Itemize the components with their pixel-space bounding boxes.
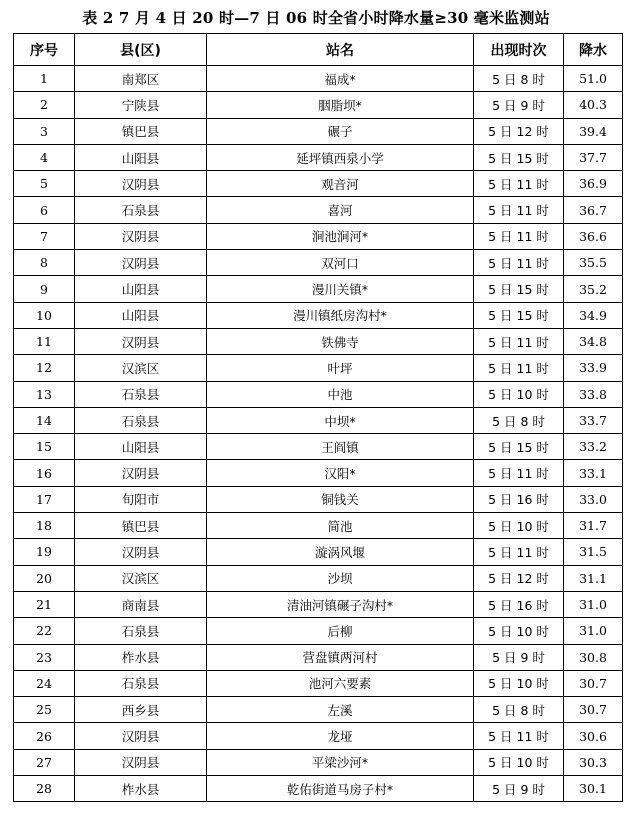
- cell-time: 5 日 15 时: [474, 302, 564, 328]
- table-body: [14, 66, 623, 802]
- cell-county: 柞水县: [75, 644, 207, 670]
- cell-station: 碾子: [207, 118, 474, 144]
- table-row: [14, 670, 623, 696]
- cell-rainfall: 31.0: [564, 618, 623, 644]
- cell-rainfall: 51.0: [564, 66, 623, 92]
- cell-time: 5 日 15 时: [474, 144, 564, 170]
- cell-station: 延坪镇西泉小学: [207, 144, 474, 170]
- cell-index: 5: [14, 171, 75, 197]
- cell-rainfall: 30.7: [564, 697, 623, 723]
- cell-station: 沙坝: [207, 565, 474, 591]
- table-row: [14, 723, 623, 749]
- cell-county: 汉阴县: [75, 250, 207, 276]
- cell-rainfall: 30.6: [564, 723, 623, 749]
- cell-station: 龙垭: [207, 723, 474, 749]
- cell-station: 池河六要素: [207, 670, 474, 696]
- cell-index: 23: [14, 644, 75, 670]
- table-row: [14, 539, 623, 565]
- cell-rainfall: 31.7: [564, 513, 623, 539]
- cell-index: 13: [14, 381, 75, 407]
- cell-index: 9: [14, 276, 75, 302]
- table-row: [14, 66, 623, 92]
- cell-rainfall: 33.0: [564, 486, 623, 512]
- cell-station: 福成*: [207, 66, 474, 92]
- table-header: [14, 34, 623, 66]
- header-station: 站名: [207, 34, 474, 66]
- cell-time: 5 日 8 时: [474, 66, 564, 92]
- cell-rainfall: 37.7: [564, 144, 623, 170]
- cell-station: 简池: [207, 513, 474, 539]
- cell-rainfall: 30.8: [564, 644, 623, 670]
- table-row: [14, 565, 623, 591]
- cell-rainfall: 36.7: [564, 197, 623, 223]
- cell-rainfall: 34.8: [564, 328, 623, 354]
- cell-county: 宁陕县: [75, 92, 207, 118]
- cell-index: 15: [14, 434, 75, 460]
- cell-index: 16: [14, 460, 75, 486]
- table-row: [14, 434, 623, 460]
- cell-time: 5 日 10 时: [474, 670, 564, 696]
- cell-index: 14: [14, 407, 75, 433]
- cell-station: 左溪: [207, 697, 474, 723]
- cell-time: 5 日 9 时: [474, 644, 564, 670]
- table-row: [14, 144, 623, 170]
- table-row: [14, 618, 623, 644]
- cell-time: 5 日 10 时: [474, 381, 564, 407]
- cell-time: 5 日 12 时: [474, 565, 564, 591]
- cell-time: 5 日 10 时: [474, 618, 564, 644]
- table-row: [14, 697, 623, 723]
- cell-rainfall: 35.5: [564, 250, 623, 276]
- cell-rainfall: 40.3: [564, 92, 623, 118]
- header-county: 县(区): [75, 34, 207, 66]
- cell-county: 山阳县: [75, 144, 207, 170]
- cell-rainfall: 33.8: [564, 381, 623, 407]
- cell-time: 5 日 12 时: [474, 118, 564, 144]
- cell-rainfall: 34.9: [564, 302, 623, 328]
- cell-time: 5 日 8 时: [474, 407, 564, 433]
- table-row: [14, 355, 623, 381]
- cell-rainfall: 36.9: [564, 171, 623, 197]
- cell-index: 22: [14, 618, 75, 644]
- cell-rainfall: 31.1: [564, 565, 623, 591]
- cell-time: 5 日 9 时: [474, 776, 564, 802]
- cell-time: 5 日 8 时: [474, 697, 564, 723]
- cell-station: 观音河: [207, 171, 474, 197]
- table-row: [14, 250, 623, 276]
- cell-county: 镇巴县: [75, 513, 207, 539]
- cell-rainfall: 35.2: [564, 276, 623, 302]
- cell-station: 涧池涧河*: [207, 223, 474, 249]
- table-row: [14, 591, 623, 617]
- cell-time: 5 日 10 时: [474, 749, 564, 775]
- table-row: [14, 513, 623, 539]
- cell-county: 山阳县: [75, 302, 207, 328]
- cell-time: 5 日 15 时: [474, 276, 564, 302]
- cell-county: 山阳县: [75, 276, 207, 302]
- cell-index: 17: [14, 486, 75, 512]
- cell-station: 清油河镇碾子沟村*: [207, 591, 474, 617]
- cell-station: 叶坪: [207, 355, 474, 381]
- cell-time: 5 日 11 时: [474, 197, 564, 223]
- cell-index: 1: [14, 66, 75, 92]
- cell-county: 商南县: [75, 591, 207, 617]
- cell-time: 5 日 11 时: [474, 223, 564, 249]
- cell-county: 石泉县: [75, 381, 207, 407]
- cell-index: 18: [14, 513, 75, 539]
- cell-time: 5 日 11 时: [474, 460, 564, 486]
- header-index: 序号: [14, 34, 75, 66]
- cell-index: 28: [14, 776, 75, 802]
- cell-index: 7: [14, 223, 75, 249]
- table-row: [14, 223, 623, 249]
- cell-index: 4: [14, 144, 75, 170]
- cell-station: 乾佑街道马房子村*: [207, 776, 474, 802]
- header-time: 出现时次: [474, 34, 564, 66]
- cell-time: 5 日 9 时: [474, 92, 564, 118]
- cell-county: 石泉县: [75, 670, 207, 696]
- cell-index: 20: [14, 565, 75, 591]
- cell-time: 5 日 11 时: [474, 355, 564, 381]
- cell-rainfall: 30.3: [564, 749, 623, 775]
- cell-index: 24: [14, 670, 75, 696]
- cell-time: 5 日 10 时: [474, 513, 564, 539]
- cell-county: 石泉县: [75, 618, 207, 644]
- cell-index: 11: [14, 328, 75, 354]
- cell-rainfall: 31.5: [564, 539, 623, 565]
- cell-index: 25: [14, 697, 75, 723]
- cell-time: 5 日 11 时: [474, 250, 564, 276]
- header-row: [14, 34, 623, 66]
- table-row: [14, 197, 623, 223]
- table-row: [14, 92, 623, 118]
- table-row: [14, 486, 623, 512]
- cell-rainfall: 36.6: [564, 223, 623, 249]
- table-row: [14, 460, 623, 486]
- cell-county: 汉滨区: [75, 355, 207, 381]
- cell-index: 21: [14, 591, 75, 617]
- table-row: [14, 328, 623, 354]
- cell-station: 胭脂坝*: [207, 92, 474, 118]
- cell-rainfall: 33.2: [564, 434, 623, 460]
- cell-time: 5 日 16 时: [474, 486, 564, 512]
- table-row: [14, 644, 623, 670]
- cell-rainfall: 39.4: [564, 118, 623, 144]
- cell-station: 漫川镇纸房沟村*: [207, 302, 474, 328]
- cell-index: 8: [14, 250, 75, 276]
- table-row: [14, 302, 623, 328]
- table-row: [14, 276, 623, 302]
- cell-county: 汉阴县: [75, 171, 207, 197]
- cell-time: 5 日 11 时: [474, 328, 564, 354]
- cell-index: 3: [14, 118, 75, 144]
- cell-time: 5 日 11 时: [474, 539, 564, 565]
- cell-index: 10: [14, 302, 75, 328]
- cell-station: 漩涡风堰: [207, 539, 474, 565]
- cell-county: 汉滨区: [75, 565, 207, 591]
- cell-rainfall: 33.1: [564, 460, 623, 486]
- cell-rainfall: 33.9: [564, 355, 623, 381]
- cell-station: 汉阳*: [207, 460, 474, 486]
- cell-rainfall: 33.7: [564, 407, 623, 433]
- cell-station: 平梁沙河*: [207, 749, 474, 775]
- cell-county: 汉阴县: [75, 749, 207, 775]
- header-rainfall: 降水: [564, 34, 623, 66]
- table-row: [14, 407, 623, 433]
- cell-index: 27: [14, 749, 75, 775]
- cell-rainfall: 31.0: [564, 591, 623, 617]
- cell-index: 19: [14, 539, 75, 565]
- table-title: 表 2 7 月 4 日 20 时—7 日 06 时全省小时降水量≥30 毫米监测站: [82, 9, 550, 27]
- cell-index: 26: [14, 723, 75, 749]
- cell-county: 西乡县: [75, 697, 207, 723]
- cell-station: 王阎镇: [207, 434, 474, 460]
- table-row: [14, 381, 623, 407]
- cell-time: 5 日 15 时: [474, 434, 564, 460]
- cell-station: 中池: [207, 381, 474, 407]
- cell-county: 石泉县: [75, 197, 207, 223]
- cell-station: 中坝*: [207, 407, 474, 433]
- cell-station: 营盘镇两河村: [207, 644, 474, 670]
- cell-county: 旬阳市: [75, 486, 207, 512]
- cell-station: 喜河: [207, 197, 474, 223]
- cell-county: 南郑区: [75, 66, 207, 92]
- cell-index: 6: [14, 197, 75, 223]
- cell-rainfall: 30.7: [564, 670, 623, 696]
- cell-time: 5 日 16 时: [474, 591, 564, 617]
- cell-station: 铁佛寺: [207, 328, 474, 354]
- cell-county: 汉阴县: [75, 539, 207, 565]
- precipitation-table: [13, 33, 623, 802]
- cell-station: 后柳: [207, 618, 474, 644]
- table-row: [14, 749, 623, 775]
- cell-county: 汉阴县: [75, 223, 207, 249]
- cell-county: 汉阴县: [75, 723, 207, 749]
- cell-station: 双河口: [207, 250, 474, 276]
- cell-station: 铜钱关: [207, 486, 474, 512]
- cell-county: 汉阴县: [75, 328, 207, 354]
- cell-county: 镇巴县: [75, 118, 207, 144]
- cell-county: 柞水县: [75, 776, 207, 802]
- cell-time: 5 日 11 时: [474, 171, 564, 197]
- table-row: [14, 171, 623, 197]
- table-row: [14, 118, 623, 144]
- cell-county: 汉阴县: [75, 460, 207, 486]
- table-row: [14, 776, 623, 802]
- cell-county: 山阳县: [75, 434, 207, 460]
- cell-index: 12: [14, 355, 75, 381]
- cell-rainfall: 30.1: [564, 776, 623, 802]
- cell-time: 5 日 11 时: [474, 723, 564, 749]
- cell-index: 2: [14, 92, 75, 118]
- cell-station: 漫川关镇*: [207, 276, 474, 302]
- cell-county: 石泉县: [75, 407, 207, 433]
